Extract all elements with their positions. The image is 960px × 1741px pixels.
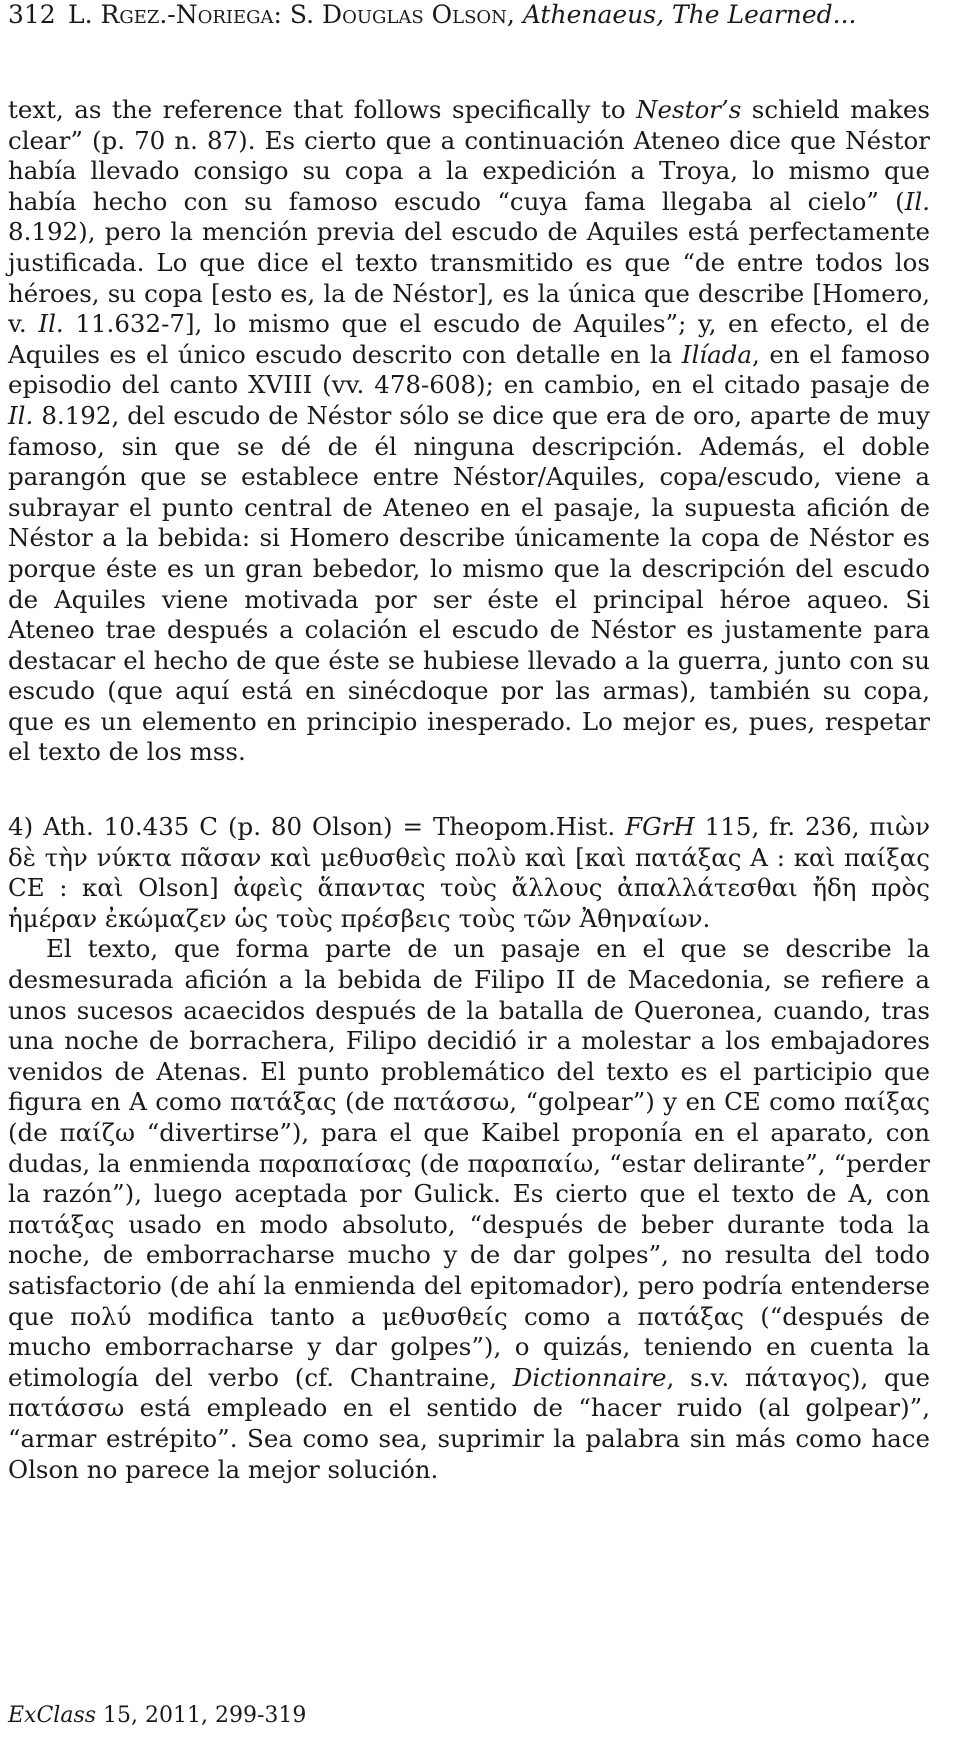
text-run: El texto, que forma parte de un pasaje en el que se describe la desmesurada afición a la bebida de Filipo II de Macedonia, se refiere a unos sucesos acaecidos después de la batalla de Queronea, cuando, tras una noche de borrachera, Filipo decidió ir a molestar a los embajadores venidos de Atenas. El punto problemático del texto es el participio que figura en A como πατάξας (de πατάσσω, “golpear”) y en CE como παίξας (de παίζω “divertirse”), para el que Kaibel proponía en el aparato, con dudas, la enmienda παραπαίσας (de παραπαίω, “estar delirante”, “perder la razón”), luego aceptada por Gulick. Es cierto que el texto de A, con πατάξας usado en modo absoluto, “después de beber durante toda la noche, de emborracharse mucho y de dar golpes”, no resulta del todo satisfactorio (de ahí la enmienda del epitomador), pero podría entenderse que πολύ modifica tanto a μεθυσθείς como a πατάξας (“después de mucho emborracharse y dar golpes”), o quizás, teniendo en cuenta la etimología del verbo (cf. Chantraine, bbox=[8, 934, 930, 1392]
paragraph-nestor-shield bbox=[8, 95, 930, 768]
text-run: text, as the reference that follows specifically to bbox=[8, 95, 637, 124]
journal-name: ExClass bbox=[8, 1703, 97, 1728]
journal-footer bbox=[8, 1702, 306, 1730]
text-run: 115, fr. 236, πιὼν δὲ τὴν νύκτα πᾶσαν καὶ μεθυσθεὶς πολὺ καὶ [καὶ πατάξας A : καὶ παίξας CE : καὶ Olson] ἀφεὶς ἅπαντας τοὺς ἄλλους ἀπαλλάτεσθαι ἤδη πρὸς ἡμέραν ἐκώμαζεν ὡς τοὺς πρέσβεις τοὺς τῶν Ἀθηναίων. bbox=[8, 812, 930, 933]
text-run: 4) Ath. 10.435 C (p. 80 Olson) = Theopom.Hist. bbox=[8, 812, 626, 842]
italic-run: Nestor’s bbox=[636, 95, 742, 124]
text-run: 8.192, del escudo de Néstor sólo se dice que era de oro, aparte de muy famoso, sin que se dé de él ninguna descripción. Además, el doble parangón que se establece entre Néstor/Aquiles, copa/escudo, viene a subrayar el punto central de Ateneo en el pasaje, la supuesta afición de Néstor a la bebida: si Homero describe únicamente la copa de Néstor es porque éste es un gran bebedor, lo mismo que la descripción del escudo de Aquiles viene motivada por ser éste el principal héroe aqueo. Si Ateneo trae después a colación el escudo de Néstor es justamente para destacar el hecho de que éste se hubiese llevado a la guerra, junto con su escudo (que aquí está en sinécdoque por las armas), también su copa, que es un elemento en principio inesperado. Lo mejor es, pues, respetar el texto de los mss. bbox=[8, 400, 930, 767]
italic-run: Dictionnaire bbox=[512, 1362, 667, 1392]
page-number: 312 bbox=[8, 0, 56, 29]
italic-run: Ilíada bbox=[681, 339, 753, 369]
italic-run: Il. bbox=[8, 400, 34, 430]
journal-citation: 15, 2011, 299-319 bbox=[96, 1703, 307, 1728]
text-run: schield makes clear” (p. 70 n. 87). Es cierto que a continuación Ateneo dice que Néstor había llevado consigo su copa a la expedición a Troya, lo mismo que había hecho con su famoso escudo “cuya fama llegaba al cielo” ( bbox=[8, 95, 930, 216]
section-gap bbox=[8, 768, 930, 812]
italic-run: FGrH bbox=[625, 812, 695, 842]
running-title-authors: L. Rgez.-Noriega: S. Douglas Olson, bbox=[68, 0, 523, 29]
italic-run: Il. bbox=[38, 309, 64, 339]
running-header bbox=[8, 0, 930, 30]
text-run: 11.632-7], lo mismo que el escudo de Aquiles”; y, en efecto, el de Aquiles es el único escudo descrito con detalle en la bbox=[8, 309, 930, 369]
citation-item-4 bbox=[8, 812, 930, 934]
running-title bbox=[68, 0, 857, 29]
text-run: 8.192), pero la mención previa del escudo de Aquiles está perfectamente justificada. Lo que dice el texto transmitido es que “de entre todos los héroes, su copa [esto es, la de Néstor], es la única que describe [Homero, v. bbox=[8, 217, 930, 339]
text-run: , en el famoso episodio del canto XVIII (vv. 478-608); en cambio, en el citado pasaje de bbox=[8, 339, 930, 400]
italic-run: Il. bbox=[904, 186, 930, 216]
article-body bbox=[8, 95, 930, 1485]
paragraph-commentary bbox=[8, 934, 930, 1485]
running-title-book: Athenaeus, The Learned... bbox=[522, 0, 857, 29]
text-run: , s.v. πάταγος), que πατάσσω está empleado en el sentido de “hacer ruido (al golpear)”, “armar estrépito”. Sea como sea, suprimir la palabra sin más como hace Olson no parece la mejor solución. bbox=[8, 1362, 931, 1484]
